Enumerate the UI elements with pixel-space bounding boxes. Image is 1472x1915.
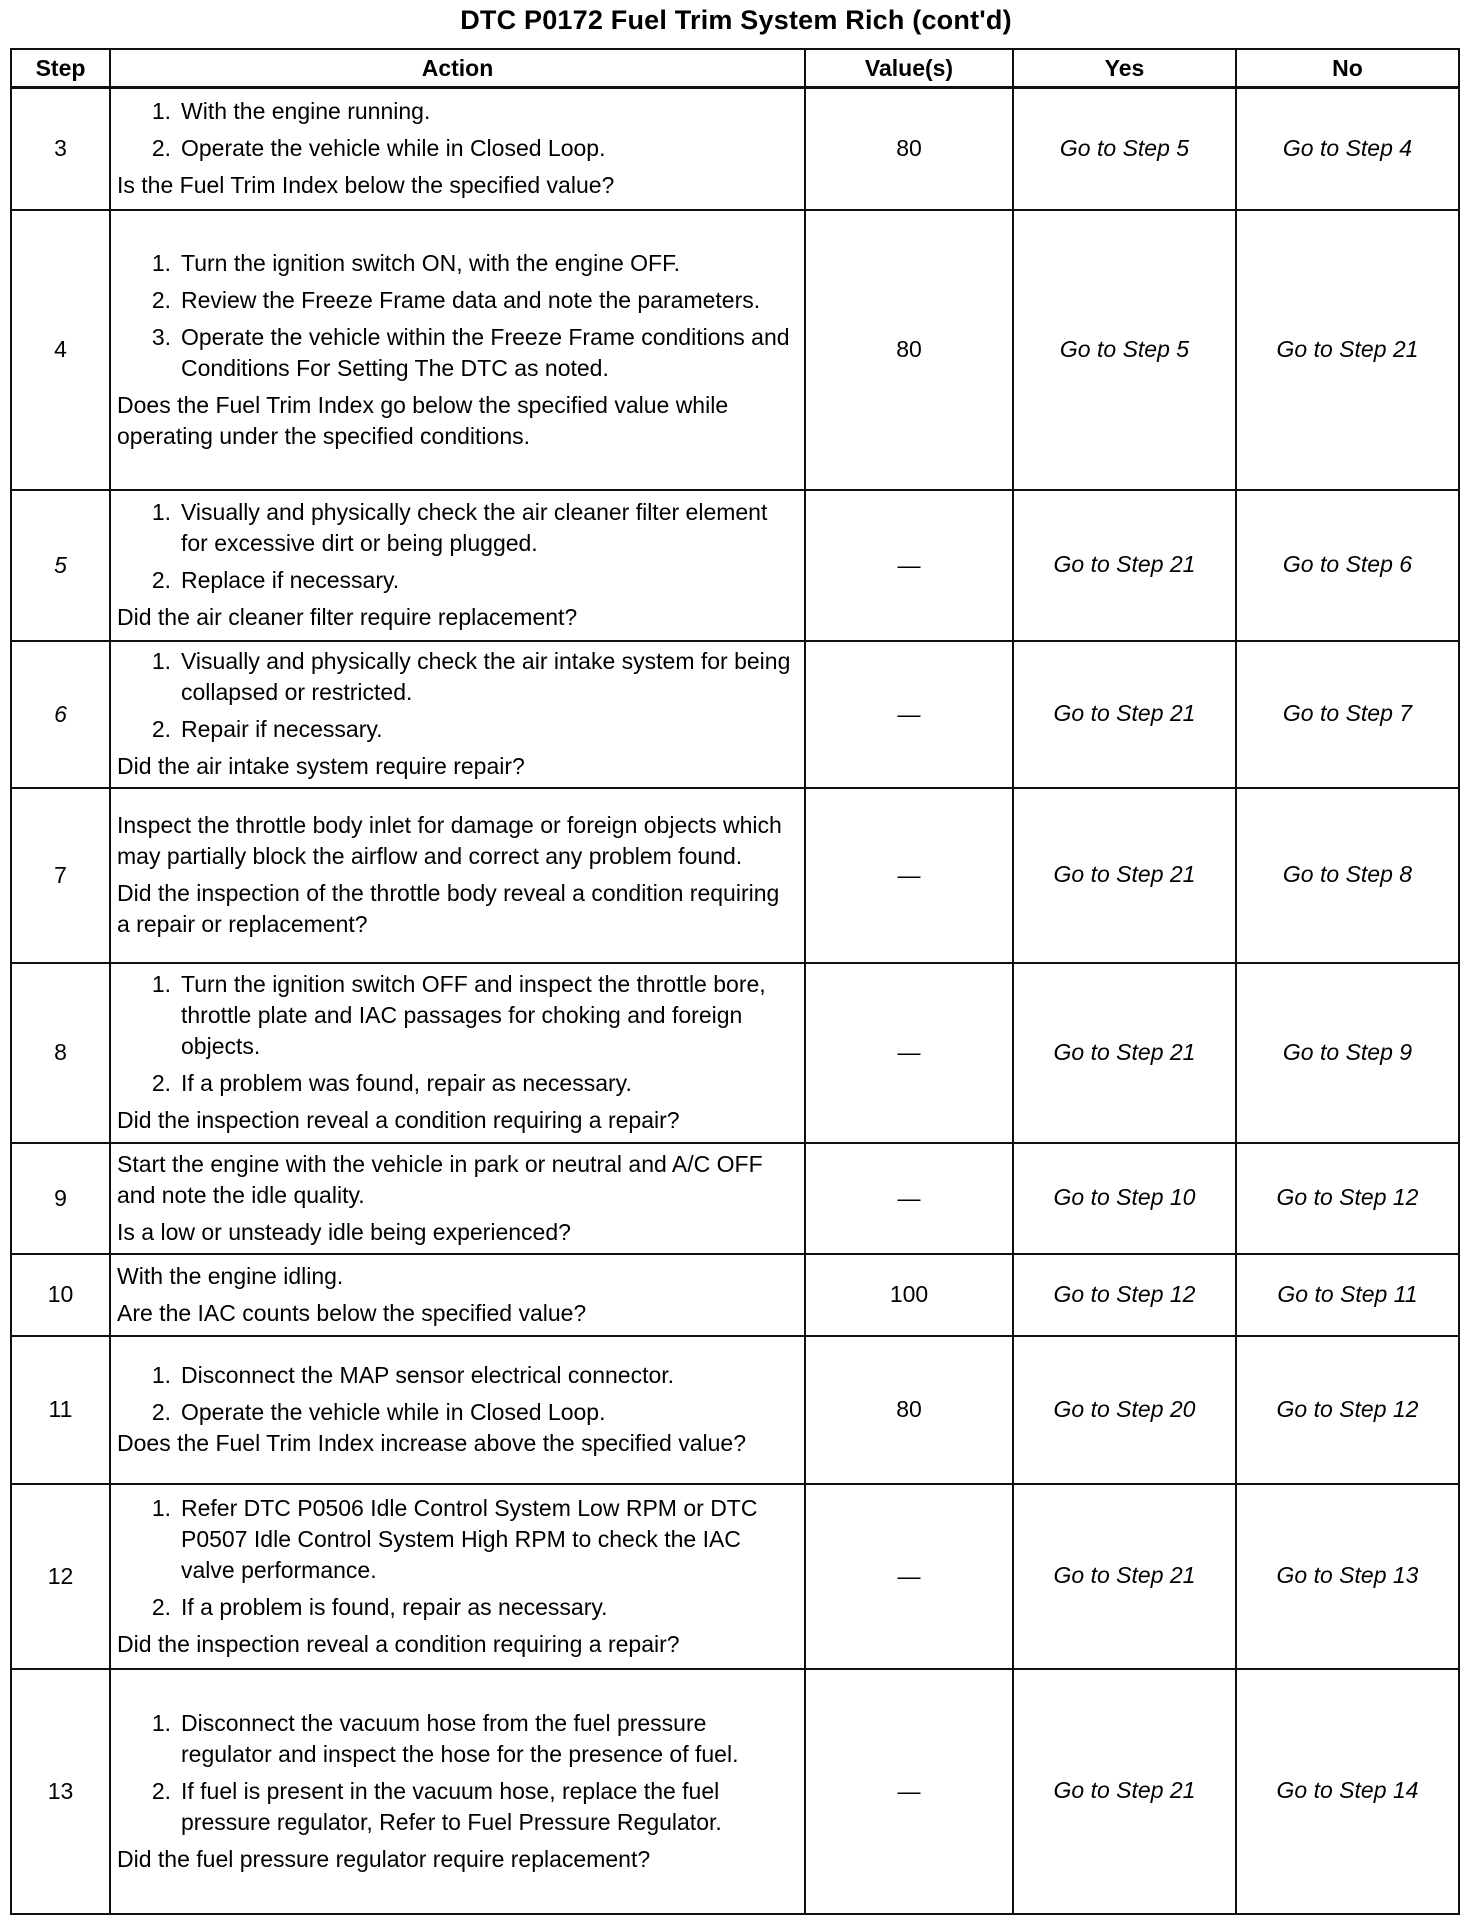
no-outcome: Go to Step 9 <box>1236 963 1459 1143</box>
action-cell <box>110 210 805 490</box>
no-outcome: Go to Step 12 <box>1236 1143 1459 1254</box>
list-item: 1. With the engine running. <box>151 98 431 125</box>
list-item: 1. Disconnect the MAP sensor electrical connector. <box>151 1362 675 1388</box>
diagnostic-table <box>10 48 1460 1915</box>
value-cell: — <box>805 490 1013 641</box>
yes-outcome: Go to Step 21 <box>1013 1484 1236 1669</box>
list-item: 1. Visually and physically check the air cleaner filter element for excessive dirt or being plugged. <box>151 499 768 556</box>
action-cell <box>110 1143 805 1254</box>
list-item: 3. Operate the vehicle within the Freeze Frame conditions and Conditions For Setting The DTC as noted. <box>151 323 790 381</box>
list-item: 1. Turn the ignition switch OFF and inspect the throttle bore, throttle plate and IAC passages for choking and foreign objects. <box>151 971 766 1059</box>
no-outcome: Go to Step 12 <box>1236 1336 1459 1484</box>
header-values: Value(s) <box>805 49 1013 88</box>
list-item: 2. Replace if necessary. <box>151 567 400 593</box>
action-cell <box>110 88 805 210</box>
step-number: 3 <box>11 88 110 210</box>
list-item: 2. Operate the vehicle while in Closed Loop. <box>151 135 606 162</box>
list-item: 2. Operate the vehicle while in Closed Loop. <box>151 1399 606 1425</box>
header-yes: Yes <box>1013 49 1236 88</box>
step-number: 7 <box>11 788 110 963</box>
list-item: 2. If a problem is found, repair as necessary. <box>151 1593 608 1620</box>
table-row <box>11 490 1459 641</box>
table-row <box>11 1336 1459 1484</box>
step-number: 4 <box>11 210 110 490</box>
list-item: 1. Visually and physically check the air intake system for being collapsed or restricted. <box>151 648 791 705</box>
action-cell <box>110 490 805 641</box>
no-outcome: Go to Step 11 <box>1236 1254 1459 1336</box>
instruction-text: Inspect the throttle body inlet for damage or foreign objects which may partially block the airflow and correct any problem found. <box>117 812 782 869</box>
question-text: Did the inspection reveal a condition requiring a repair? <box>117 1107 680 1133</box>
question-text: Does the Fuel Trim Index go below the specified value while operating under the specified conditions. <box>117 391 729 449</box>
list-item: 1. Disconnect the vacuum hose from the fuel pressure regulator and inspect the hose for the presence of fuel. <box>151 1709 739 1767</box>
no-outcome: Go to Step 13 <box>1236 1484 1459 1669</box>
step-number: 9 <box>11 1143 110 1254</box>
yes-outcome: Go to Step 21 <box>1013 963 1236 1143</box>
value-cell: 80 <box>805 1336 1013 1484</box>
yes-outcome: Go to Step 21 <box>1013 788 1236 963</box>
table-row <box>11 210 1459 490</box>
header-no: No <box>1236 49 1459 88</box>
question-text: Is a low or unsteady idle being experienced? <box>117 1218 571 1245</box>
value-cell: — <box>805 788 1013 963</box>
list-item: 2. Review the Freeze Frame data and note the parameters. <box>151 286 761 313</box>
yes-outcome: Go to Step 12 <box>1013 1254 1236 1336</box>
step-number: 11 <box>11 1336 110 1484</box>
action-cell <box>110 788 805 963</box>
table-header-row <box>11 49 1459 88</box>
no-outcome: Go to Step 6 <box>1236 490 1459 641</box>
question-text: Did the air intake system require repair? <box>117 753 525 779</box>
list-item: 1. Turn the ignition switch ON, with the engine OFF. <box>151 249 680 276</box>
action-cell <box>110 1254 805 1336</box>
table-row <box>11 963 1459 1143</box>
question-text: Is the Fuel Trim Index below the specified value? <box>117 172 615 199</box>
value-cell: — <box>805 1143 1013 1254</box>
table-row <box>11 88 1459 210</box>
question-text: Did the inspection reveal a condition requiring a repair? <box>117 1630 680 1657</box>
yes-outcome: Go to Step 20 <box>1013 1336 1236 1484</box>
value-cell: — <box>805 1669 1013 1914</box>
table-row <box>11 1484 1459 1669</box>
action-cell <box>110 641 805 788</box>
no-outcome: Go to Step 14 <box>1236 1669 1459 1914</box>
header-step: Step <box>11 49 110 88</box>
value-cell: 100 <box>805 1254 1013 1336</box>
list-item: 1. Refer DTC P0506 Idle Control System Low RPM or DTC P0507 Idle Control System High RPM to check the IAC valve performance. <box>151 1494 758 1583</box>
yes-outcome: Go to Step 10 <box>1013 1143 1236 1254</box>
yes-outcome: Go to Step 21 <box>1013 490 1236 641</box>
table-row <box>11 641 1459 788</box>
question-text: Does the Fuel Trim Index increase above the specified value? <box>117 1430 747 1456</box>
question-text: Did the air cleaner filter require replacement? <box>117 604 578 630</box>
value-cell: 80 <box>805 210 1013 490</box>
step-number: 10 <box>11 1254 110 1336</box>
list-item: 2. If fuel is present in the vacuum hose, replace the fuel pressure regulator, Refer to Fuel Pressure Regulator. <box>151 1777 722 1835</box>
value-cell: — <box>805 641 1013 788</box>
table-row <box>11 1143 1459 1254</box>
yes-outcome: Go to Step 5 <box>1013 88 1236 210</box>
page-title: DTC P0172 Fuel Trim System Rich (cont'd) <box>460 5 1012 35</box>
yes-outcome: Go to Step 5 <box>1013 210 1236 490</box>
list-item: 2. If a problem was found, repair as necessary. <box>151 1070 632 1096</box>
action-cell <box>110 1336 805 1484</box>
table-row <box>11 1254 1459 1336</box>
no-outcome: Go to Step 7 <box>1236 641 1459 788</box>
step-number: 6 <box>11 641 110 788</box>
instruction-text: With the engine idling. <box>117 1262 344 1289</box>
question-text: Are the IAC counts below the specified value? <box>117 1299 587 1326</box>
no-outcome: Go to Step 21 <box>1236 210 1459 490</box>
step-number: 12 <box>11 1484 110 1669</box>
value-cell: 80 <box>805 88 1013 210</box>
step-number: 5 <box>11 490 110 641</box>
question-text: Did the inspection of the throttle body reveal a condition requiring a repair or replacement? <box>117 880 780 937</box>
action-cell <box>110 1669 805 1914</box>
table-row <box>11 788 1459 963</box>
question-text: Did the fuel pressure regulator require replacement? <box>117 1845 651 1872</box>
value-cell: — <box>805 1484 1013 1669</box>
yes-outcome: Go to Step 21 <box>1013 641 1236 788</box>
value-cell: — <box>805 963 1013 1143</box>
header-action: Action <box>110 49 805 88</box>
yes-outcome: Go to Step 21 <box>1013 1669 1236 1914</box>
no-outcome: Go to Step 4 <box>1236 88 1459 210</box>
action-cell <box>110 1484 805 1669</box>
list-item: 2. Repair if necessary. <box>151 716 383 742</box>
step-number: 13 <box>11 1669 110 1914</box>
table-row <box>11 1669 1459 1914</box>
step-number: 8 <box>11 963 110 1143</box>
no-outcome: Go to Step 8 <box>1236 788 1459 963</box>
action-cell <box>110 963 805 1143</box>
instruction-text: Start the engine with the vehicle in park or neutral and A/C OFF and note the idle quality. <box>117 1150 763 1208</box>
